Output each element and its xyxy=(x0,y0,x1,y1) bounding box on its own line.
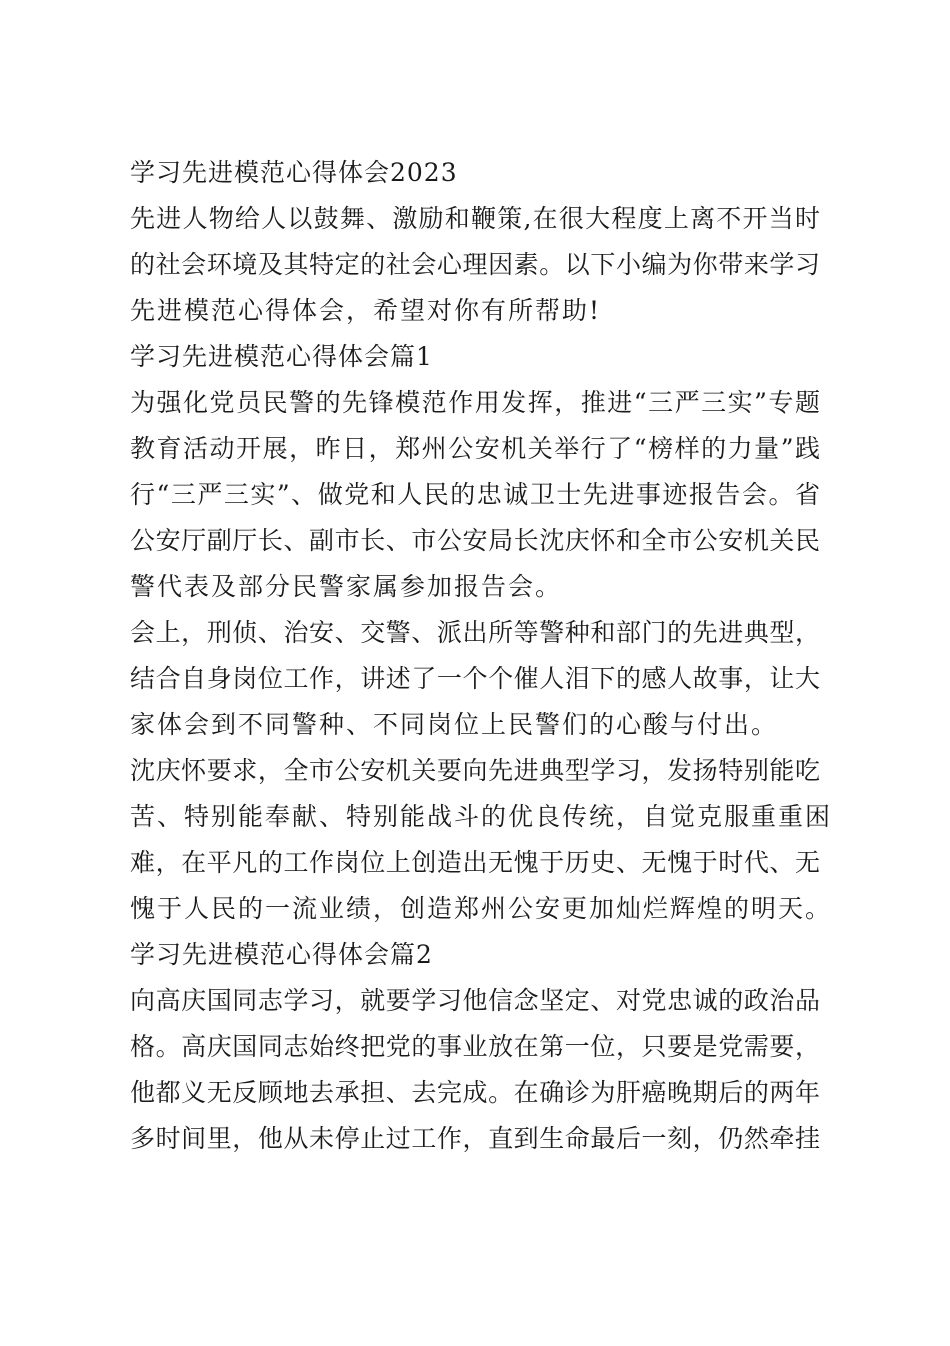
section-1-paragraph-1 xyxy=(130,380,820,610)
paragraph-line: 沈庆怀要求，全市公安机关要向先进典型学习，发扬特别能吃 xyxy=(130,756,820,785)
section-1-paragraph-2 xyxy=(130,610,820,748)
paragraph-line: 多时间里，他从未停止过工作，直到生命最后一刻，仍然牵挂 xyxy=(130,1124,820,1153)
paragraph-line: 家体会到不同警种、不同岗位上民警们的心酸与付出。 xyxy=(130,710,779,739)
paragraph-line: 苦、特别能奉献、特别能战斗的优良传统，自觉克服重重困 xyxy=(130,802,833,831)
intro-line: 先进模范心得体会，希望对你有所帮助! xyxy=(130,296,602,325)
paragraph-line: 教育活动开展，昨日，郑州公安机关举行了“榜样的力量”践 xyxy=(130,434,820,463)
section-1-heading: 学习先进模范心得体会篇1 xyxy=(130,342,433,371)
paragraph-line: 会上，刑侦、治安、交警、派出所等警种和部门的先进典型， xyxy=(130,618,820,647)
section-1-paragraph-3 xyxy=(130,748,833,932)
paragraph-line: 公安厅副厅长、副市长、市公安局长沈庆怀和全市公安机关民 xyxy=(130,526,820,555)
paragraph-line: 难，在平凡的工作岗位上创造出无愧于历史、无愧于时代、无 xyxy=(130,848,820,877)
document-body xyxy=(130,150,833,1162)
section-2-paragraph-1 xyxy=(130,978,820,1162)
paragraph-line: 愧于人民的一流业绩，创造郑州公安更加灿烂辉煌的明天。 xyxy=(130,894,833,923)
paragraph-line: 格。高庆国同志始终把党的事业放在第一位，只要是党需要， xyxy=(130,1032,820,1061)
section-2-heading: 学习先进模范心得体会篇2 xyxy=(130,940,433,969)
paragraph-line: 向高庆国同志学习，就要学习他信念坚定、对党忠诚的政治品 xyxy=(130,986,820,1015)
paragraph-line: 结合自身岗位工作，讲述了一个个催人泪下的感人故事，让大 xyxy=(130,664,820,693)
paragraph-line: 行“三严三实”、做党和人民的忠诚卫士先进事迹报告会。省 xyxy=(130,480,820,509)
paragraph-line: 为强化党员民警的先锋模范作用发挥，推进“三严三实”专题 xyxy=(130,388,820,417)
paragraph-line: 他都义无反顾地去承担、去完成。在确诊为肝癌晚期后的两年 xyxy=(130,1078,820,1107)
intro-line: 的社会环境及其特定的社会心理因素。以下小编为你带来学习 xyxy=(130,250,820,279)
intro-paragraph xyxy=(130,196,820,334)
intro-line: 先进人物给人以鼓舞、激励和鞭策,在很大程度上离不开当时 xyxy=(130,204,820,233)
paragraph-line: 警代表及部分民警家属参加报告会。 xyxy=(130,572,563,601)
document-title: 学习先进模范心得体会2023 xyxy=(130,158,458,187)
